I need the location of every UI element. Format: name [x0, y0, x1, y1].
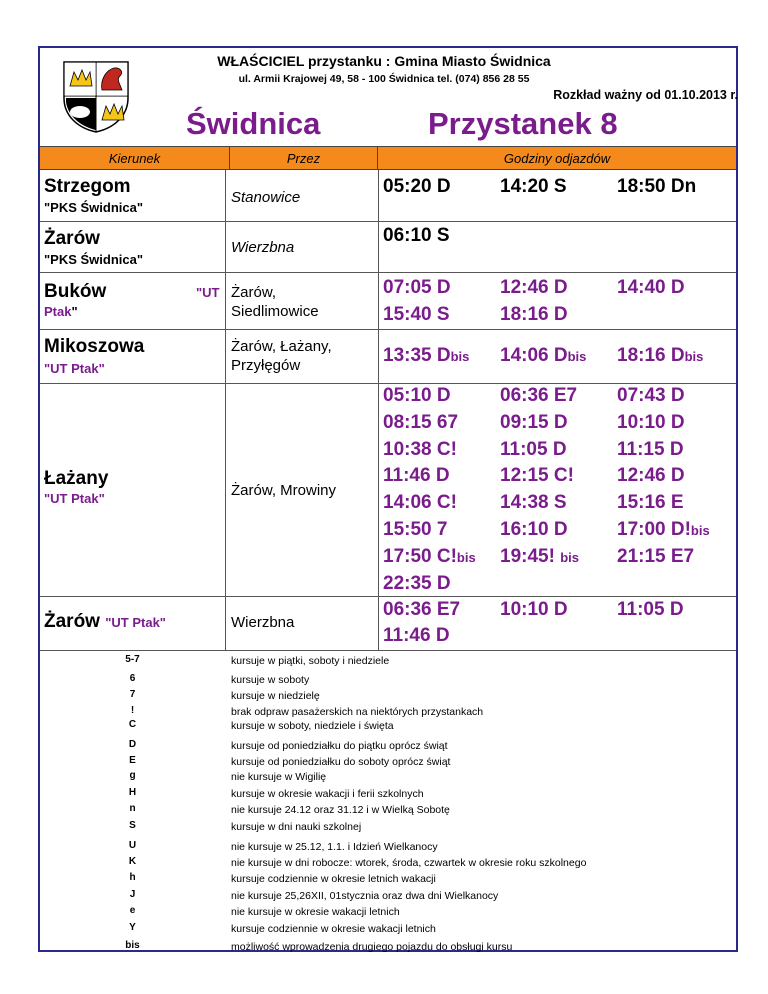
- operator-name: "PKS Świdnica": [44, 200, 144, 215]
- column-times: Godziny odjazdów: [378, 146, 736, 170]
- legend-description: brak odpraw pasażerskich na niektórych przystankach: [231, 706, 484, 718]
- column-divider: [225, 170, 226, 650]
- operator-name: "UT Ptak": [44, 361, 105, 376]
- departure-time: 18:50 Dn: [617, 176, 697, 197]
- departure-time: 12:46 D: [500, 277, 568, 298]
- stop-number: Przystanek 8: [428, 106, 618, 141]
- departure-time: 17:50 C!bis: [383, 545, 476, 567]
- via-stops: Żarów, Łażany,: [231, 338, 332, 355]
- departure-time: 17:00 D!bis: [617, 519, 710, 540]
- legend-key: J: [129, 889, 136, 900]
- legend-description: kursuje codziennie w okresie letnich wakacji: [231, 873, 436, 885]
- departure-time: 10:38 C!: [383, 438, 457, 460]
- departure-time: 12:15 C!: [500, 465, 574, 487]
- via-stops: Wierzbna: [231, 614, 295, 631]
- operator-prefix: "UT: [196, 285, 220, 300]
- column-divider: [378, 170, 379, 650]
- legend-key: h: [129, 872, 136, 883]
- departure-time: 11:46 D: [383, 625, 450, 646]
- departure-time: 10:10 D: [500, 599, 568, 620]
- column-via: Przez: [230, 146, 378, 170]
- departure-time: 15:50 7: [383, 519, 448, 540]
- direction-name: Buków: [44, 281, 107, 302]
- departure-time: 18:16 Dbis: [617, 345, 704, 366]
- departure-time: 14:38 S: [500, 492, 567, 514]
- departure-time: 11:46 D: [383, 465, 450, 487]
- departure-time: 06:36 E7: [383, 599, 461, 620]
- departure-time: 09:15 D: [500, 411, 568, 433]
- operator-name: "UT Ptak": [105, 615, 166, 630]
- legend-description: nie kursuje w 25.12, 1.1. i Idzień Wielkanocy: [231, 841, 438, 853]
- row-divider: [40, 383, 736, 384]
- legend-description: nie kursuje 24.12 oraz 31.12 i w Wielką Sobotę: [231, 804, 450, 816]
- legend-key: U: [128, 840, 137, 851]
- legend-key: e: [129, 905, 136, 916]
- legend-key: C: [128, 719, 137, 730]
- legend-key: S: [129, 820, 136, 831]
- departure-time: 07:43 D: [617, 385, 685, 406]
- legend-key: Y: [129, 922, 136, 933]
- departure-time: 22:35 D: [383, 572, 451, 594]
- legend-description: kursuje od poniedziałku do piątku oprócz świąt: [231, 740, 448, 752]
- stop-owner: WŁAŚCICIEL przystanku : Gmina Miasto Świdnica: [217, 53, 551, 69]
- legend-key: g: [129, 770, 136, 781]
- row-divider: [40, 329, 736, 330]
- departure-time: 15:16 E: [617, 492, 684, 514]
- departure-time: 14:40 D: [617, 277, 685, 298]
- legend-description: nie kursuje w Wigilię: [231, 771, 327, 783]
- legend-key: E: [129, 755, 136, 766]
- row-divider: [40, 596, 736, 597]
- legend-description: nie kursuje 25,26XII, 01stycznia oraz dwa dni Wielkanocy: [231, 890, 499, 902]
- direction-name: Łażany: [44, 468, 109, 489]
- legend-key: !: [130, 705, 135, 716]
- direction-name: Żarów: [44, 228, 100, 249]
- departure-time: 13:35 Dbis: [383, 345, 470, 366]
- departure-time: 14:20 S: [500, 176, 567, 197]
- direction-name: Żarów "UT Ptak": [44, 611, 166, 632]
- via-stops: Siedlimowice: [231, 303, 319, 320]
- legend-key: bis: [125, 940, 140, 951]
- departure-time: 16:10 D: [500, 519, 568, 540]
- legend-key: D: [128, 739, 137, 750]
- legend-key: n: [129, 803, 136, 814]
- legend-description: nie kursuje w okresie wakacji letnich: [231, 906, 400, 918]
- via-stops: Przyłęgów: [231, 357, 301, 374]
- via-stops: Wierzbna: [231, 239, 295, 256]
- departure-time: 19:45! bis: [500, 545, 579, 567]
- departure-time: 11:15 D: [617, 438, 684, 460]
- legend-description: kursuje w niedzielę: [231, 690, 320, 702]
- row-divider: [40, 221, 736, 222]
- via-stops: Stanowice: [231, 189, 301, 206]
- departure-time: 08:15 67: [383, 411, 459, 433]
- row-divider: [40, 650, 736, 651]
- legend-key: 7: [129, 689, 136, 700]
- column-direction: Kierunek: [40, 146, 230, 170]
- legend-description: kursuje w soboty, niedziele i święta: [231, 720, 394, 732]
- departure-time: 06:36 E7: [500, 385, 578, 406]
- legend-description: kursuje w soboty: [231, 674, 310, 686]
- legend-key: 5-7: [125, 654, 140, 665]
- departure-time: 14:06 Dbis: [500, 345, 587, 366]
- legend-key: 6: [129, 673, 136, 684]
- legend-key: K: [128, 856, 137, 867]
- city-name: Świdnica: [186, 106, 321, 141]
- legend-description: kursuje w dni nauki szkolnej: [231, 821, 362, 833]
- valid-from: Rozkład ważny od 01.10.2013 r.: [553, 88, 738, 102]
- owner-address: ul. Armii Krajowej 49, 58 - 100 Świdnica tel. (074) 856 28 55: [238, 73, 530, 85]
- direction-name: Mikoszowa: [44, 336, 145, 357]
- departure-time: 05:20 D: [383, 176, 451, 197]
- departure-time: 10:10 D: [617, 411, 685, 433]
- departure-time: 14:06 C!: [383, 492, 457, 514]
- legend-description: kursuje codziennie w okresie wakacji letnich: [231, 923, 436, 935]
- coat-of-arms: [60, 58, 132, 134]
- via-stops: Żarów, Mrowiny: [231, 482, 337, 499]
- departure-time: 11:05 D: [500, 438, 567, 460]
- legend-description: kursuje w piątki, soboty i niedziele: [231, 655, 390, 667]
- departure-time: 12:46 D: [617, 465, 685, 487]
- row-divider: [40, 272, 736, 273]
- operator-name: Ptak": [44, 304, 78, 319]
- legend-key: H: [128, 787, 137, 798]
- via-stops: Żarów,: [231, 284, 277, 301]
- operator-name: "PKS Świdnica": [44, 252, 144, 267]
- legend-description: kursuje od poniedziałku do soboty oprócz świąt: [231, 756, 451, 768]
- departure-time: 06:10 S: [383, 225, 450, 246]
- departure-time: 07:05 D: [383, 277, 451, 298]
- operator-name: "UT Ptak": [44, 491, 105, 506]
- legend-description: możliwość wprowadzenia drugiego pojazdu do obsługi kursu: [231, 941, 513, 953]
- departure-time: 05:10 D: [383, 385, 451, 406]
- departure-time: 15:40 S: [383, 304, 450, 325]
- direction-name: Strzegom: [44, 176, 131, 197]
- legend-description: kursuje w okresie wakacji i ferii szkolnych: [231, 788, 424, 800]
- legend-description: nie kursuje w dni robocze: wtorek, środa, czwartek w okresie roku szkolnego: [231, 857, 587, 869]
- departure-time: 18:16 D: [500, 304, 568, 325]
- departure-time: 11:05 D: [617, 599, 684, 620]
- departure-time: 21:15 E7: [617, 545, 695, 567]
